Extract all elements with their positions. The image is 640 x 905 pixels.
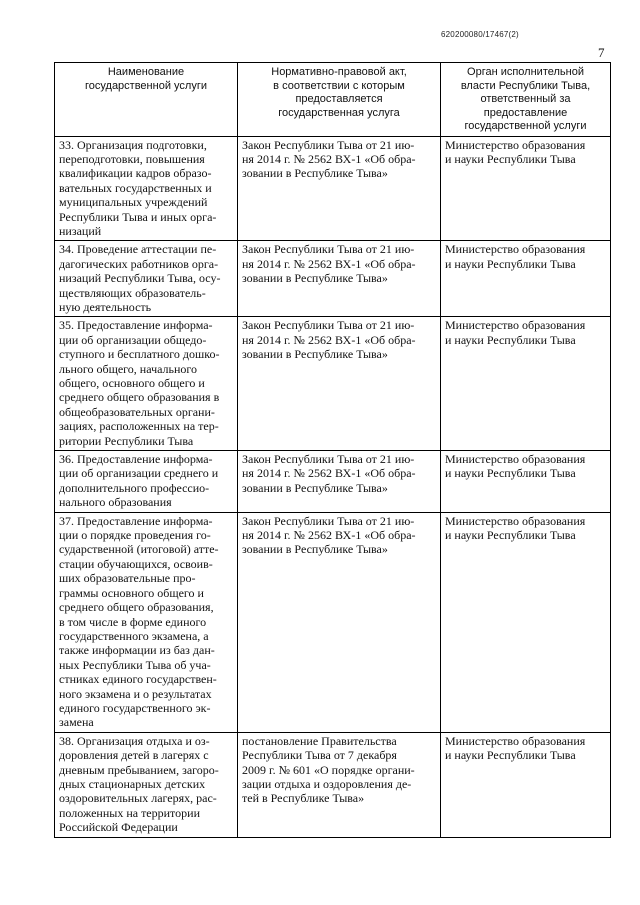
table-row [55, 136, 611, 241]
act-text: постановление Правительства Республики Тыва от 7 декабря 2009 г. № 601 «О порядке органи- зации отдыха и оздоровления де- тей в Республике Тыва» [242, 733, 415, 806]
act-text: Закон Республики Тыва от 21 ию- ня 2014 г. № 2562 ВХ-1 «Об обра- зовании в Республике Тыва» [242, 318, 416, 362]
authority-text: Министерство образования и науки Республики Тыва [445, 318, 586, 347]
authority-cell [441, 136, 611, 241]
service-cell [55, 241, 238, 317]
authority-text: Министерство образования и науки Республики Тыва [445, 733, 586, 763]
authority-cell [441, 241, 611, 317]
table-row [55, 512, 611, 732]
service-cell [55, 732, 238, 837]
table-row [55, 317, 611, 451]
column-header-act [238, 63, 441, 137]
table-row [55, 451, 611, 513]
services-table [54, 62, 611, 838]
act-cell [238, 241, 441, 317]
authority-cell [441, 451, 611, 513]
authority-text: Министерство образования и науки Республики Тыва [445, 452, 586, 481]
authority-text: Министерство образования и науки Республики Тыва [445, 242, 586, 271]
service-text: 36. Предоставление информа- ции об организации среднего и дополнительного профессио- нального образования [59, 452, 219, 510]
act-cell [238, 317, 441, 451]
act-text: Закон Республики Тыва от 21 ию- ня 2014 г. № 2562 ВХ-1 «Об обра- зовании в Республике Тыва» [242, 242, 416, 286]
service-text: 38. Организация отдыха и оз- доровления детей в лагерях с дневным пребыванием, загоро- дных стационарных детских оздоровительных лагерях, рас- положенных на территории Российской Федерации [59, 733, 219, 835]
column-header-service-text: Наименование государственной услуги [85, 66, 207, 92]
service-cell [55, 451, 238, 513]
document-number: 620200080/17467(2) [441, 30, 519, 39]
column-header-act-text: Нормативно-правовой акт, в соответствии с которым предоставляется государственная услуга [271, 66, 407, 119]
authority-cell [441, 732, 611, 837]
service-cell [55, 512, 238, 732]
act-cell [238, 451, 441, 513]
column-header-authority-text: Орган исполнительной власти Республики Тыва, ответственный за предоставление государственной услуги [460, 66, 591, 132]
act-cell [238, 512, 441, 732]
page-number: 7 [598, 45, 605, 60]
service-cell [55, 136, 238, 241]
act-text: Закон Республики Тыва от 21 ию- ня 2014 г. № 2562 ВХ-1 «Об обра- зовании в Республике Тыва» [242, 452, 416, 495]
column-header-service [55, 63, 238, 137]
service-text: 34. Проведение аттестации пе- дагогических работников орга- низаций Республики Тыва, осу- ществляющих образователь- ную деятельность [59, 242, 221, 314]
act-cell [238, 136, 441, 241]
authority-cell [441, 512, 611, 732]
authority-cell [441, 317, 611, 451]
service-text: 37. Предоставление информа- ции о порядке проведения го- сударственной (итоговой) атте- стации обучающихся, освоив- ших образовательные про- граммы основного общего и среднего общего образования, в том числе в форме единого государственного экзамена, а также информации из баз дан- ных Республики Тыва об уча- стниках единого государствен- ного экзамена и о результатах единого государственного эк- замена [59, 513, 219, 730]
table-row [55, 732, 611, 837]
act-text: Закон Республики Тыва от 21 ию- ня 2014 г. № 2562 ВХ-1 «Об обра- зовании в Республике Тыва» [242, 137, 416, 181]
service-text: 33. Организация подготовки, переподготовки, повышения квалификации кадров образо- вательных государственных и муниципальных учреждений Республики Тыва и иных орга- низаций [59, 137, 217, 238]
authority-text: Министерство образования и науки Республики Тыва [445, 137, 586, 166]
authority-text: Министерство образования и науки Республики Тыва [445, 513, 586, 543]
service-cell [55, 317, 238, 451]
act-text: Закон Республики Тыва от 21 ию- ня 2014 г. № 2562 ВХ-1 «Об обра- зовании в Республике Тыва» [242, 513, 416, 557]
column-header-authority [441, 63, 611, 137]
table-header-row [55, 63, 611, 137]
act-cell [238, 732, 441, 837]
table-row [55, 241, 611, 317]
service-text: 35. Предоставление информа- ции об организации общедо- ступного и бесплатного дошко- льного общего, начального общего, основного общего и среднего общего образования в общеобразовательных органи- зациях, расположенных на тер- ритории Республики Тыва [59, 318, 220, 448]
